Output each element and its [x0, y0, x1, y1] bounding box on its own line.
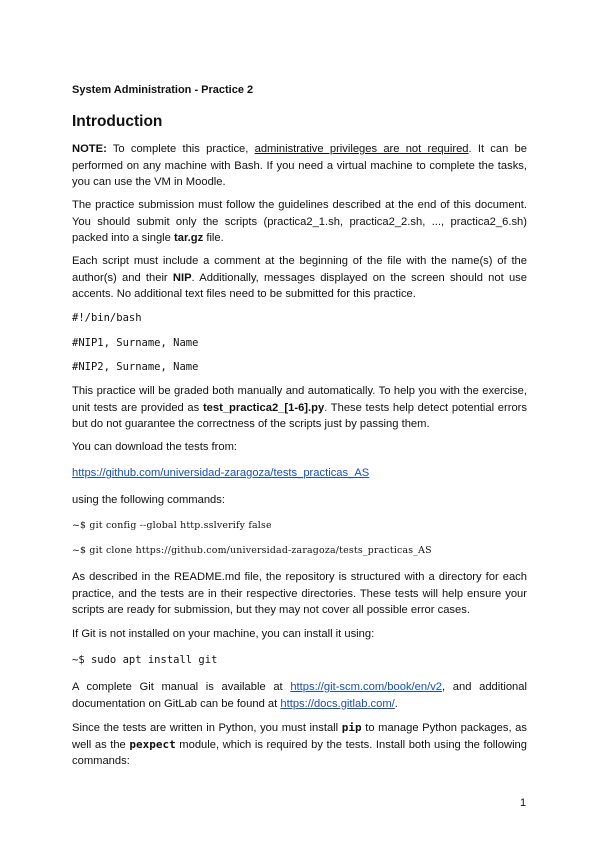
command-apt-install: ~$ sudo apt install git [72, 654, 218, 666]
note-label: NOTE: [72, 143, 107, 155]
code-line-nip2: #NIP2, Surname, Name [72, 361, 199, 373]
command-git-config: ~$ git config --global http.sslverify false [72, 520, 272, 531]
readme-paragraph: As described in the README.md file, the repository is structured with a directory for each practice, and the tests are in their respective directories. These tests will help ensure your scripts are ready for submission, but they may not cover all possible error cases. [72, 571, 527, 617]
section-heading: Introduction [72, 113, 163, 130]
repo-link[interactable]: https://github.com/universidad-zaragoza/tests_practicas_AS [72, 467, 370, 479]
download-paragraph: You can download the tests from: [72, 441, 238, 453]
pexpect-keyword: pexpect [129, 737, 176, 751]
code-line-nip1: #NIP1, Surname, Name [72, 337, 199, 349]
git-manual-link[interactable]: https://git-scm.com/book/en/v2 [290, 681, 443, 693]
manual-paragraph: A complete Git manual is available at https://git-scm.com/book/en/v2, and additional documentation on GitLab can be found at https://docs.gitlab.com/. [72, 681, 527, 710]
pip-keyword: pip [341, 721, 362, 734]
gitlab-docs-link[interactable]: https://docs.gitlab.com/ [280, 697, 395, 710]
command-git-clone: ~$ git clone https://github.com/universidad-zaragoza/tests_practicas_AS [72, 545, 432, 556]
tests-paragraph: This practice will be graded both manually and automatically. To help you with the exercise, unit tests are provided as test_practica2_[1-6].py. These tests help detect potential errors but do not guarantee the correctness of the scripts just by passing them. [72, 385, 528, 431]
python-paragraph: Since the tests are written in Python, you must install pip to manage Python packages, as well as the pexpect module, which is required by the tests. Install both using the following commands: [72, 721, 528, 768]
document-title: System Administration - Practice 2 [72, 84, 254, 96]
page-number: 1 [520, 797, 527, 809]
commands-intro: using the following commands: [72, 494, 225, 506]
note-paragraph: NOTE: To complete this practice, administrative privileges are not required. It can be performed on any machine with Bash. If you need a virtual machine to complete the tasks, you can use the VM in Moodle. [72, 143, 527, 189]
comment-paragraph: Each script must include a comment at the beginning of the file with the name(s) of the author(s) and their NIP. Additionally, messages displayed on the screen should not use accents. No additional text files need to be submitted for this practice. [72, 255, 527, 301]
privileges-note: administrative privileges are not required [254, 143, 469, 155]
code-line-shebang: #!/bin/bash [72, 312, 142, 324]
submission-paragraph: The practice submission must follow the guidelines described at the end of this document. You should submit only the scripts (practica2_1.sh, practica2_2.sh, ..., practica2_6.sh) packed into a single tar.gz file. [72, 199, 527, 245]
git-install-paragraph: If Git is not installed on your machine, you can install it using: [72, 628, 375, 640]
